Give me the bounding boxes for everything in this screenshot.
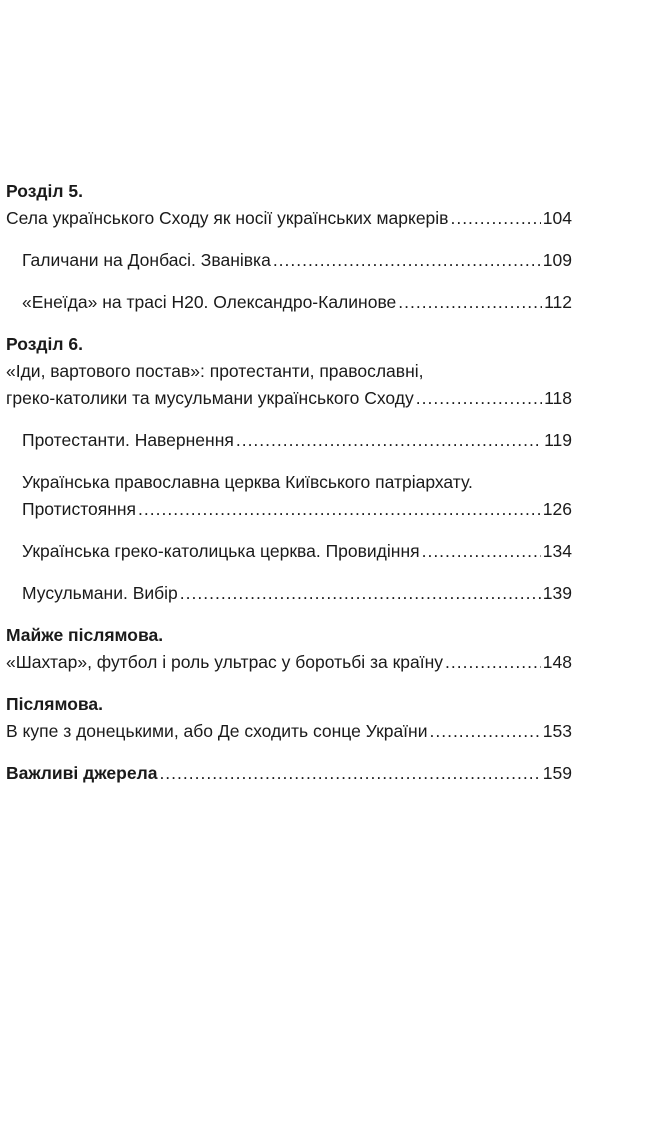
dot-leader (430, 718, 541, 745)
toc-entry-title: Протестанти. Навернення (22, 430, 234, 450)
afterword-heading: Післямова. (6, 694, 104, 714)
toc-subentry[interactable] (6, 580, 572, 607)
dot-leader (398, 289, 542, 316)
page-number: 109 (542, 250, 572, 270)
toc-entry-section-5[interactable] (6, 205, 572, 232)
toc-subentry[interactable] (6, 427, 572, 454)
page-number: 159 (542, 763, 572, 783)
toc-entry-title: В купе з донецькими, або Де сходить сонце України (6, 721, 428, 741)
almost-afterword-heading: Майже післямова. (6, 625, 164, 645)
toc-entry-almost-afterword[interactable] (6, 649, 572, 676)
page-number: 118 (544, 388, 572, 408)
dot-leader (416, 385, 542, 412)
dot-leader (422, 538, 541, 565)
toc-entry-title: «Енеїда» на трасі Н20. Олександро-Калинове (22, 292, 397, 312)
page-number: 119 (544, 430, 572, 450)
toc-entry-title-line: Українська православна церква Київського патріархату. (22, 472, 473, 492)
dot-leader (273, 247, 541, 274)
dot-leader (180, 580, 541, 607)
page-number: 112 (544, 292, 572, 312)
section-5-heading: Розділ 5. (6, 181, 83, 201)
dot-leader (159, 760, 540, 787)
page-number: 153 (542, 721, 572, 741)
dot-leader (445, 649, 541, 676)
dot-leader (236, 427, 542, 454)
dot-leader (450, 205, 540, 232)
toc-entry-title: «Шахтар», футбол і роль ультрас у боротьбі за країну (6, 652, 444, 672)
table-of-contents (6, 178, 572, 787)
toc-entry-title: Мусульмани. Вибір (22, 583, 178, 603)
toc-entry-section-6[interactable] (6, 358, 572, 412)
toc-entry-title: греко-католики та мусульмани українського Сходу (6, 388, 414, 408)
toc-subentry[interactable] (6, 289, 572, 316)
toc-entry-title: Села українського Сходу як носії українських маркерів (6, 208, 449, 228)
toc-entry-title-line: «Іди, вартового постав»: протестанти, православні, (6, 361, 424, 381)
toc-entry-afterword[interactable] (6, 718, 572, 745)
toc-entry-title: Галичани на Донбасі. Званівка (22, 250, 271, 270)
toc-subentry[interactable] (6, 469, 572, 523)
section-6-heading: Розділ 6. (6, 334, 83, 354)
page-number: 104 (542, 208, 572, 228)
page-number: 134 (542, 541, 572, 561)
page-number: 148 (542, 652, 572, 672)
toc-entry-sources[interactable] (6, 760, 572, 787)
dot-leader (138, 496, 541, 523)
toc-subentry[interactable] (6, 538, 572, 565)
page-number: 126 (542, 499, 572, 519)
toc-entry-title: Протистояння (22, 499, 137, 519)
page-number: 139 (542, 583, 572, 603)
toc-subentry[interactable] (6, 247, 572, 274)
toc-entry-title: Важливі джерела (6, 763, 158, 783)
toc-entry-title: Українська греко-католицька церква. Провидіння (22, 541, 420, 561)
